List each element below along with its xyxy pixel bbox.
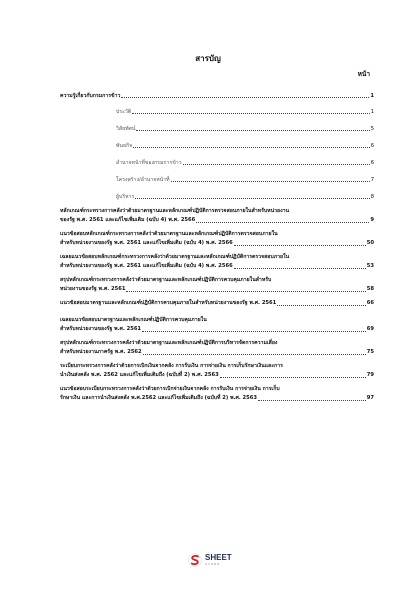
toc-entry[interactable] xyxy=(60,207,374,225)
toc-page-number: 9 xyxy=(370,217,374,223)
toc-sub-item[interactable] xyxy=(60,177,374,184)
dot-leader xyxy=(133,147,369,148)
dot-leader xyxy=(258,400,366,401)
toc-page-number: 5 xyxy=(370,126,374,132)
page-column-heading: หน้า xyxy=(357,70,370,78)
toc-entry-line: หน่วยงานของรัฐ พ.ศ. 2561 xyxy=(60,286,126,292)
page-title: สารบัญ xyxy=(195,54,221,63)
dot-leader xyxy=(183,164,370,165)
toc-entry[interactable] xyxy=(60,385,374,403)
toc-entry-line: หลักเกณฑ์กระทรวงการคลังว่าด้วยมาตรฐานและหลักเกณฑ์ปฏิบัติการตรวจสอบภายในสำหรับหน่วยงาน xyxy=(60,208,290,214)
toc-entry[interactable] xyxy=(60,316,374,334)
toc-entry-line: ระเบียบกระทรวงการคลังว่าด้วยการเบิกเงินจากคลัง การรับเงิน การจ่ายเงิน การเก็บรักษาเงินและการ xyxy=(60,363,283,369)
toc-label: โครงสร้าง/อำนาจหน้าที่ xyxy=(116,177,170,183)
dot-leader xyxy=(196,222,369,223)
toc-page-number: 7 xyxy=(370,177,374,183)
dot-leader xyxy=(136,130,369,131)
toc-page-number: 50 xyxy=(366,240,374,246)
toc-label: วิสัยทัศน์ xyxy=(116,126,136,132)
dot-leader xyxy=(121,97,369,98)
toc-entry[interactable] xyxy=(60,362,374,380)
toc-page-number: 1 xyxy=(370,109,374,115)
toc-entry[interactable] xyxy=(60,339,374,357)
toc-main-section[interactable] xyxy=(60,93,374,100)
toc-page-number: 79 xyxy=(366,372,374,378)
toc-entry-line: แนวข้อสอบมาตรฐานและหลักเกณฑ์ปฏิบัติการควบคุมภายในสำหรับหน่วยงานของรัฐ พ.ศ. 2561 xyxy=(60,300,277,306)
toc-page-number: 8 xyxy=(370,194,374,200)
toc-page-number: 6 xyxy=(370,143,374,149)
sheet-logo-icon xyxy=(188,553,202,567)
dot-leader xyxy=(142,331,366,332)
dot-leader xyxy=(126,291,365,292)
dot-leader xyxy=(135,198,369,199)
toc-entry[interactable] xyxy=(60,230,374,248)
dot-leader xyxy=(171,181,370,182)
toc-sub-item[interactable] xyxy=(60,126,374,133)
table-of-contents xyxy=(60,93,374,408)
dot-leader xyxy=(277,305,366,306)
logo-tagline: STORE xyxy=(205,562,221,566)
toc-label: พันธกิจ xyxy=(116,143,133,149)
toc-entry-line: สำหรับหน่วยงานของรัฐ พ.ศ. 2561 xyxy=(60,326,142,332)
toc-sub-list xyxy=(60,109,374,201)
toc-label: ความรู้เกี่ยวกับกรมการข้าว xyxy=(60,93,121,99)
toc-entry-line: แนวข้อสอบระเบียบกระทรวงการคลังว่าด้วยการเบิกจ่ายเงินจากคลัง การรับเงิน การจ่ายเงิน การเก็บ xyxy=(60,386,280,392)
toc-page-number: 69 xyxy=(366,326,374,332)
toc-page-number: 97 xyxy=(366,395,374,401)
toc-sub-item[interactable] xyxy=(60,160,374,167)
dot-leader xyxy=(220,377,366,378)
toc-entry[interactable] xyxy=(60,276,374,294)
dot-leader xyxy=(143,354,366,355)
toc-page-number: 6 xyxy=(370,160,374,166)
toc-entry-line: เฉลยแนวข้อสอบมาตรฐานและหลักเกณฑ์ปฏิบัติการควบคุมภายใน xyxy=(60,317,207,323)
toc-entry-line: สำหรับหน่วยงานภาครัฐ พ.ศ. 2562 xyxy=(60,349,142,355)
dot-leader xyxy=(234,245,366,246)
toc-entry[interactable] xyxy=(60,299,374,308)
toc-page-number: 53 xyxy=(366,263,374,269)
toc-label: ประวัติ xyxy=(116,109,132,115)
logo-name: SHEET xyxy=(205,553,232,562)
toc-entry-line: ของรัฐ พ.ศ. 2561 และแก้ไขเพิ่มเติม (ฉบับ 4) พ.ศ. 2566 xyxy=(60,217,196,223)
toc-entry-line: สรุปหลักเกณฑ์กระทรวงการคลังว่าด้วยมาตรฐานและหลักเกณฑ์ปฏิบัติการบริหารจัดการความเสี่ยง xyxy=(60,340,278,346)
toc-entry-line: รักษาเงิน และการนำเงินส่งคลัง พ.ศ.2562 และแก้ไขเพิ่มเติมถึง (ฉบับที่ 2) พ.ศ. 2563 xyxy=(60,395,257,401)
toc-page-number: 1 xyxy=(370,93,374,99)
toc-sub-item[interactable] xyxy=(60,143,374,150)
toc-entry[interactable] xyxy=(60,253,374,271)
toc-page-number: 58 xyxy=(366,286,374,292)
toc-label: อำนาจหน้าที่ของกรมการข้าว xyxy=(116,160,182,166)
toc-entry-line: สรุปหลักเกณฑ์กระทรวงการคลังว่าด้วยมาตรฐานและหลักเกณฑ์ปฏิบัติการควบคุมภายในสำหรับ xyxy=(60,277,272,283)
toc-page-number: 66 xyxy=(366,300,374,306)
toc-entry-line: สำหรับหน่วยงานของรัฐ พ.ศ. 2561 และแก้ไขเพิ่มเติม (ฉบับ 4) พ.ศ. 2566 xyxy=(60,263,233,269)
sheet-store-logo xyxy=(188,553,232,567)
toc-page-number: 75 xyxy=(366,349,374,355)
toc-entry-line: เฉลยแนวข้อสอบหลักเกณฑ์กระทรวงการคลังว่าด้วยมาตรฐานและหลักเกณฑ์ปฏิบัติการตรวจสอบภายใน xyxy=(60,254,290,260)
toc-label: ผู้บริหาร xyxy=(116,194,135,200)
dot-leader xyxy=(234,268,366,269)
toc-entry-line: สำหรับหน่วยงานของรัฐ พ.ศ. 2561 และแก้ไขเพิ่มเติม (ฉบับ 4) พ.ศ. 2566 xyxy=(60,240,233,246)
toc-entry-line: แนวข้อสอบหลักเกณฑ์กระทรวงการคลังว่าด้วยมาตรฐานและหลักเกณฑ์ปฏิบัติการตรวจสอบภายใน xyxy=(60,231,278,237)
toc-entry-line: นำเงินส่งคลัง พ.ศ. 2562 และแก้ไขเพิ่มเติมถึง (ฉบับที่ 2) พ.ศ. 2563 xyxy=(60,372,219,378)
toc-sub-item[interactable] xyxy=(60,194,374,201)
toc-sub-item[interactable] xyxy=(60,109,374,116)
dot-leader xyxy=(132,113,370,114)
